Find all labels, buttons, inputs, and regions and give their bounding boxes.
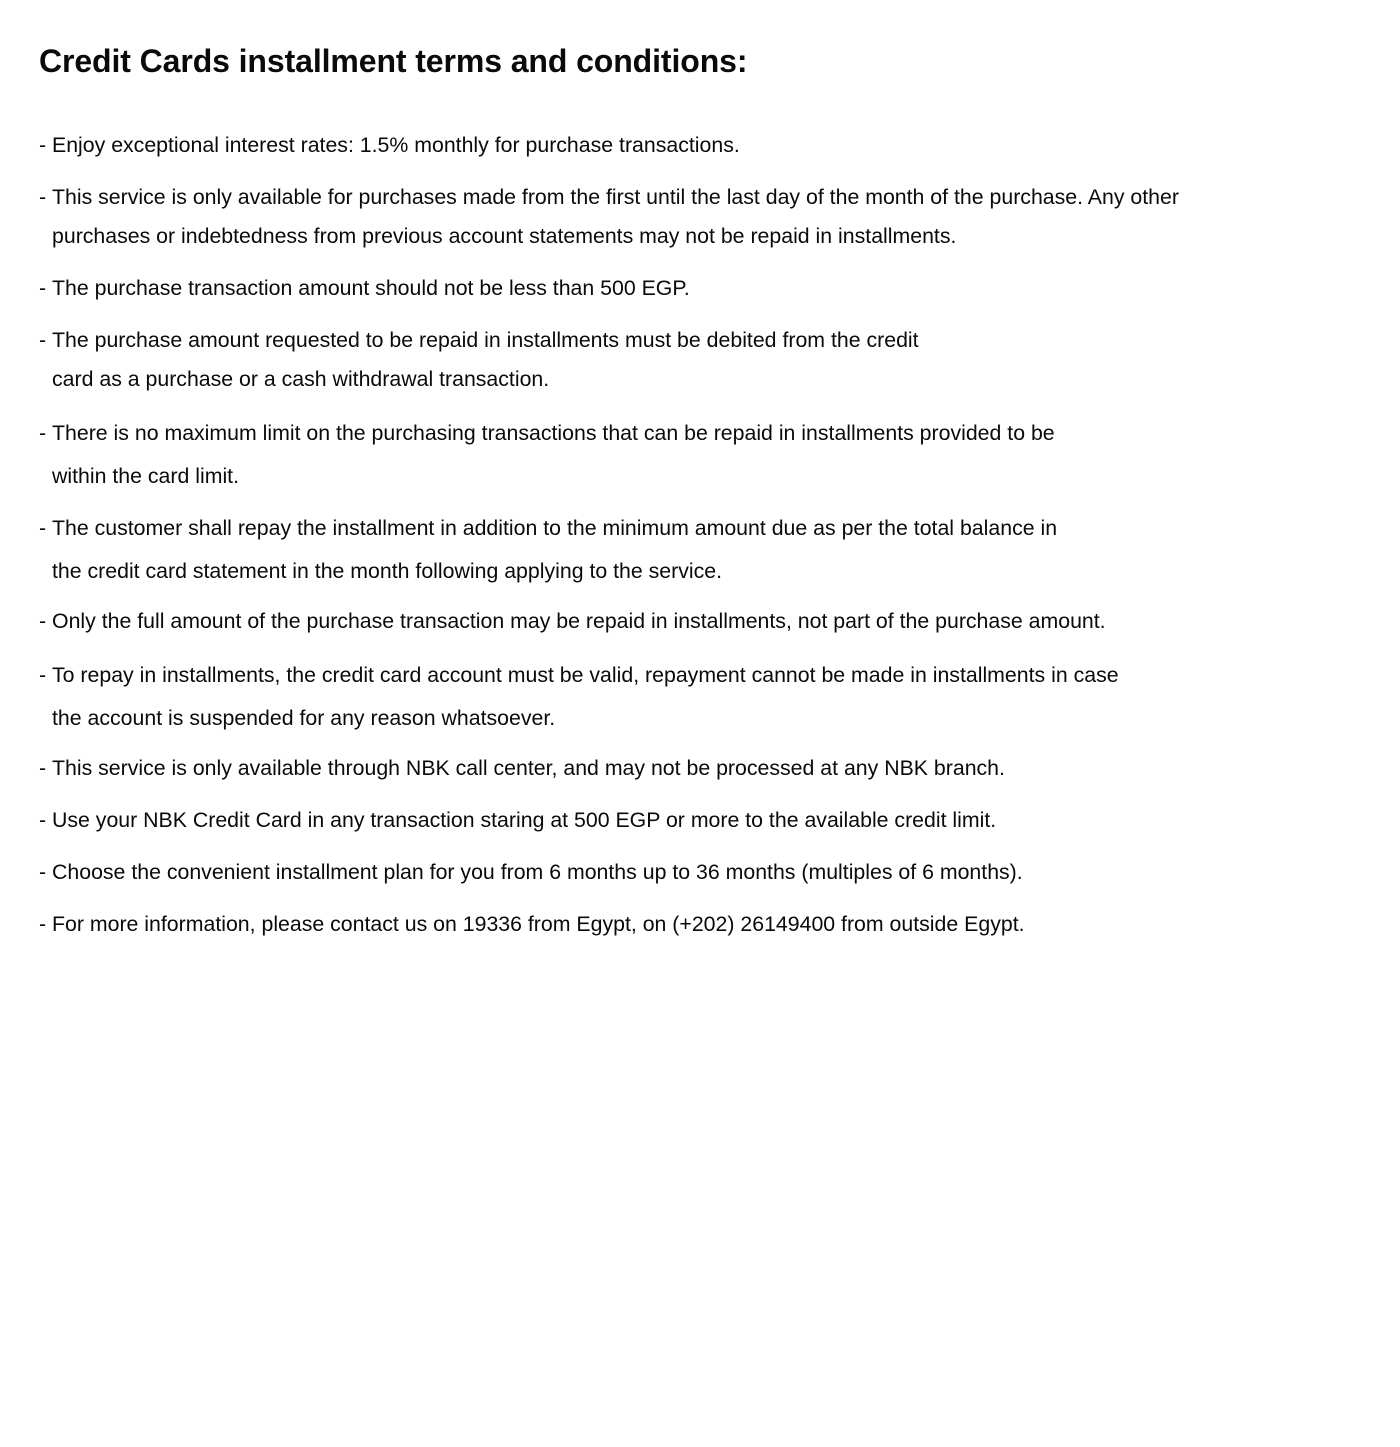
term-item <box>39 654 1379 740</box>
bullet-dash: - <box>39 808 47 832</box>
term-item <box>39 801 1379 840</box>
term-text: For more information, please contact us on 19336 from Egypt, on (+202) 26149400 from outside Egypt. <box>52 912 1025 936</box>
bullet-dash: - <box>39 276 47 300</box>
term-item <box>39 412 1379 498</box>
term-text: Only the full amount of the purchase transaction may be repaid in installments, not part of the purchase amount. <box>52 609 1106 633</box>
bullet-dash: - <box>39 328 47 352</box>
bullet-dash: - <box>39 912 47 936</box>
page-title: Credit Cards installment terms and conditions: <box>39 43 748 79</box>
term-text: Enjoy exceptional interest rates: 1.5% monthly for purchase transactions. <box>52 133 740 157</box>
terms-list <box>39 126 1379 944</box>
term-item <box>39 269 1379 308</box>
term-item <box>39 178 1379 256</box>
bullet-dash: - <box>39 663 47 687</box>
term-item <box>39 749 1379 788</box>
term-text: Choose the convenient installment plan for you from 6 months up to 36 months (multiples of 6 months). <box>52 860 1023 884</box>
term-text: To repay in installments, the credit card account must be valid, repayment cannot be made in installments in case the account is suspended for any reason whatsoever. <box>52 663 1119 730</box>
bullet-dash: - <box>39 860 47 884</box>
term-text: This service is only available through NBK call center, and may not be processed at any NBK branch. <box>52 756 1005 780</box>
bullet-dash: - <box>39 421 47 445</box>
term-item <box>39 905 1379 944</box>
term-item <box>39 507 1379 593</box>
bullet-dash: - <box>39 516 47 540</box>
term-text: This service is only available for purchases made from the first until the last day of the month of the purchase. Any other purchases or indebtedness from previous account statements may not be repaid in installments. <box>52 185 1179 248</box>
bullet-dash: - <box>39 756 47 780</box>
bullet-dash: - <box>39 133 47 157</box>
term-text: Use your NBK Credit Card in any transaction staring at 500 EGP or more to the available credit limit. <box>52 808 997 832</box>
term-text: The customer shall repay the installment in addition to the minimum amount due as per the total balance in the credit card statement in the month following applying to the service. <box>52 516 1058 583</box>
term-item <box>39 602 1379 641</box>
term-text: The purchase amount requested to be repaid in installments must be debited from the credit card as a purchase or a cash withdrawal transaction. <box>52 328 919 391</box>
term-item <box>39 126 1379 165</box>
term-text: There is no maximum limit on the purchasing transactions that can be repaid in installments provided to be within the card limit. <box>52 421 1055 488</box>
term-item <box>39 853 1379 892</box>
term-item <box>39 321 1379 399</box>
bullet-dash: - <box>39 609 47 633</box>
term-text: The purchase transaction amount should not be less than 500 EGP. <box>52 276 690 300</box>
bullet-dash: - <box>39 185 47 209</box>
